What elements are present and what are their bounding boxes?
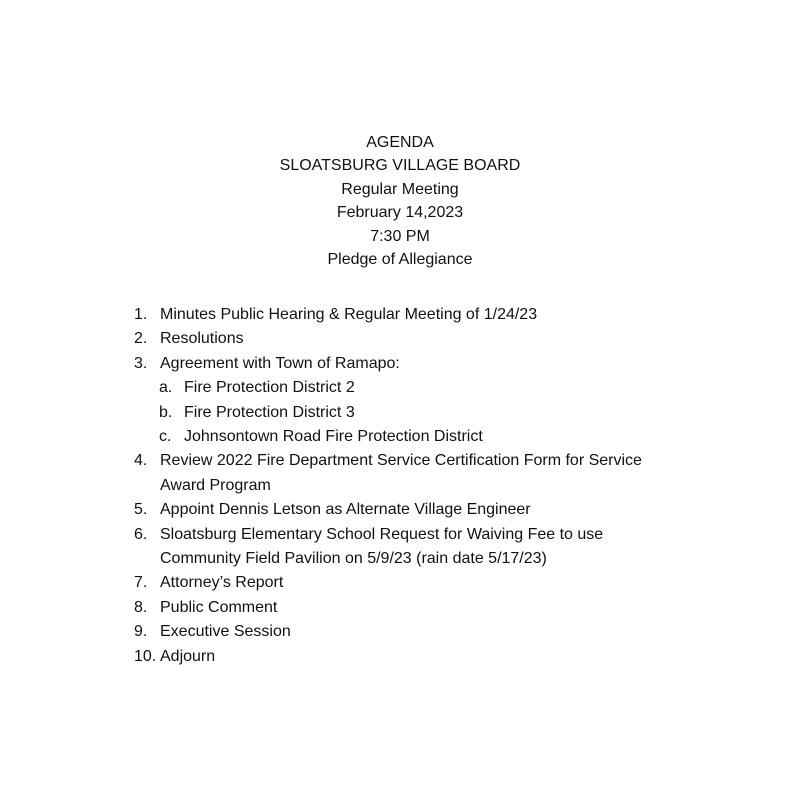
list-item <box>134 645 694 669</box>
item-number: 2. <box>134 330 148 348</box>
list-item <box>134 523 694 572</box>
item-number: 5. <box>134 501 148 519</box>
item-number: 6. <box>134 525 148 543</box>
item-text: Attorney’s Report <box>160 574 284 592</box>
sub-item-text: Fire Protection District 3 <box>184 403 355 421</box>
pledge-line: Pledge of Allegiance <box>327 251 473 269</box>
item-number: 1. <box>134 306 148 323</box>
item-text: Sloatsburg Elementary School Request for Waiving Fee to use <box>160 525 604 543</box>
item-text: Resolutions <box>160 330 244 348</box>
list-item <box>134 596 694 620</box>
item-text: Public Comment <box>160 598 278 616</box>
sub-item-letter: b. <box>159 403 173 421</box>
sub-item-text: Fire Protection District 2 <box>184 379 355 397</box>
agenda-list <box>134 303 694 669</box>
item-number: 10. <box>134 647 157 665</box>
item-number: 3. <box>134 354 148 372</box>
list-item <box>134 352 694 376</box>
sub-list-item <box>134 401 694 425</box>
list-item <box>134 303 694 327</box>
sub-item-letter: a. <box>159 379 173 397</box>
item-number: 8. <box>134 598 148 616</box>
item-number: 9. <box>134 623 148 641</box>
sub-item-letter: c. <box>159 428 172 446</box>
sub-item-text: Johnsontown Road Fire Protection District <box>184 428 483 446</box>
agenda-header <box>0 131 800 271</box>
board-name: SLOATSBURG VILLAGE BOARD <box>279 157 521 175</box>
item-text: Adjourn <box>160 647 216 665</box>
item-text: Agreement with Town of Ramapo: <box>160 354 400 372</box>
item-text: Executive Session <box>160 623 291 641</box>
list-item <box>134 449 694 498</box>
item-text-continued: Award Program <box>160 476 271 494</box>
item-number: 7. <box>134 574 148 592</box>
list-item <box>134 327 694 351</box>
meeting-time: 7:30 PM <box>370 227 430 245</box>
sub-list-item <box>134 376 694 400</box>
sub-list-item <box>134 425 694 449</box>
meeting-date: February 14,2023 <box>336 204 464 222</box>
item-text-continued: Community Field Pavilion on 5/9/23 (rain date 5/17/23) <box>160 550 547 568</box>
list-item <box>134 498 694 522</box>
meeting-type: Regular Meeting <box>341 180 459 198</box>
item-text: Appoint Dennis Letson as Alternate Village Engineer <box>160 501 531 519</box>
item-text: Review 2022 Fire Department Service Certification Form for Service <box>160 452 642 470</box>
agenda-title: AGENDA <box>366 134 434 151</box>
item-text: Minutes Public Hearing & Regular Meeting of 1/24/23 <box>160 306 538 323</box>
list-item <box>134 620 694 644</box>
item-number: 4. <box>134 452 148 470</box>
list-item <box>134 571 694 595</box>
